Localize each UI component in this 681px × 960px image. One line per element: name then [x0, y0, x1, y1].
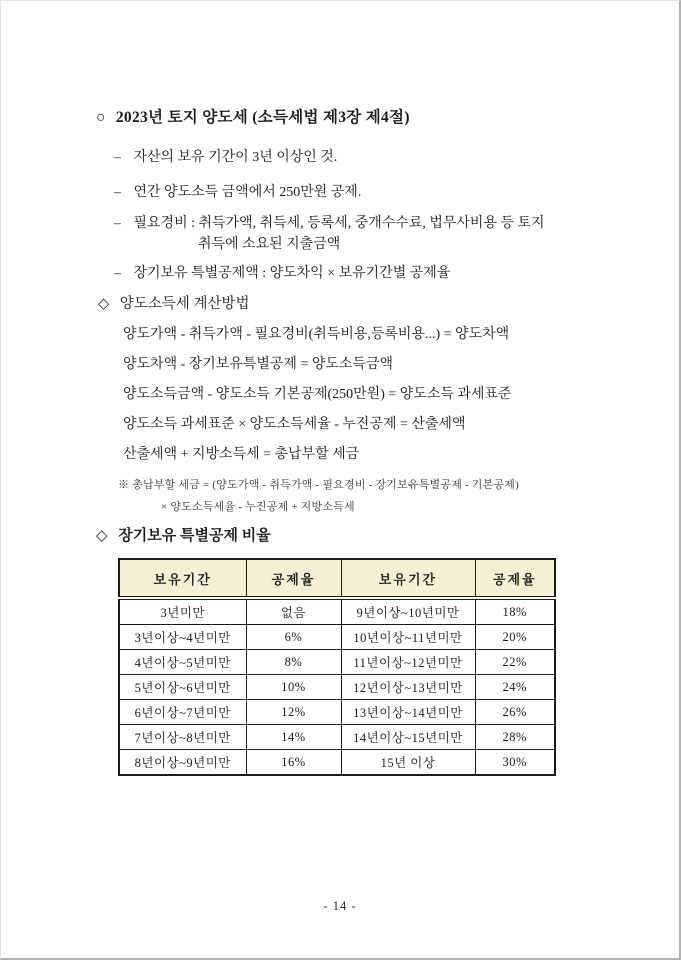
table-cell: 3년이상~4년미만 — [119, 625, 246, 650]
table-row — [119, 700, 555, 725]
table-cell: 30% — [475, 750, 555, 776]
table-cell: 11년이상~12년미만 — [341, 650, 475, 675]
table-cell: 9년이상~10년미만 — [341, 598, 475, 625]
formula-line: 양도소득 과세표준 × 양도소득세율 - 누진공제 = 산출세액 — [123, 416, 466, 432]
dash-bullet-icon: – — [114, 215, 121, 231]
table-cell: 7년이상~8년미만 — [119, 725, 246, 750]
bullet-item-necessary-expenses-cont: 취득에 소요된 지출금액 — [198, 236, 341, 252]
table-cell: 8년이상~9년미만 — [119, 750, 246, 776]
formula-line: 양도가액 - 취득가액 - 필요경비(취득비용,등록비용...) = 양도차액 — [123, 327, 510, 343]
dash-bullet-icon: – — [114, 150, 121, 165]
dash-bullet-icon: – — [114, 184, 121, 200]
bullet-item-necessary-expenses — [114, 215, 639, 234]
table-header-cell: 공제율 — [475, 559, 555, 598]
table-row — [119, 750, 555, 776]
table-cell: 6년이상~7년미만 — [119, 700, 246, 725]
bullet-item-longterm-deduction — [114, 265, 639, 284]
circle-bullet-icon: ○ — [96, 109, 106, 126]
table-cell: 6% — [246, 625, 341, 650]
bullet-item-holding-period — [114, 149, 639, 168]
section-heading-deduction-table — [96, 526, 639, 546]
table-cell: 4년이상~5년미만 — [119, 650, 246, 675]
page-number: - 14 - — [323, 899, 357, 913]
table-row — [119, 625, 555, 650]
table-cell: 14% — [246, 725, 341, 750]
bullet-text: 장기보유 특별공제액 : 양도차익 × 보유기간별 공제율 — [133, 265, 451, 281]
section-heading-text: 양도소득세 계산방법 — [119, 296, 250, 313]
table-cell: 20% — [475, 625, 555, 650]
diamond-bullet-icon: ◇ — [98, 296, 110, 313]
bullet-text: 자산의 보유 기간이 3년 이상인 것. — [133, 150, 338, 165]
table-cell: 13년이상~14년미만 — [341, 700, 475, 725]
table-cell: 14년이상~15년미만 — [341, 725, 475, 750]
section-heading-calculation — [98, 295, 639, 315]
table-row — [119, 675, 555, 700]
table-header-cell: 공제율 — [246, 559, 341, 598]
table-cell: 28% — [475, 725, 555, 750]
table-cell: 5년이상~6년미만 — [119, 675, 246, 700]
bullet-text: 필요경비 : 취득가액, 취득세, 등록세, 중개수수료, 법무사비용 등 토지 — [133, 215, 545, 231]
table-cell: 22% — [475, 650, 555, 675]
bullet-text: 연간 양도소득 금액에서 250만원 공제. — [133, 184, 362, 200]
table-cell: 24% — [475, 675, 555, 700]
table-cell: 12% — [246, 700, 341, 725]
table-cell: 26% — [475, 700, 555, 725]
diamond-bullet-icon: ◇ — [96, 528, 108, 545]
table-cell: 18% — [475, 598, 555, 625]
table-header-cell: 보유기간 — [341, 559, 475, 598]
deduction-rate-table — [118, 558, 556, 776]
page-title — [96, 105, 639, 127]
formula-line: 산출세액 + 지방소득세 = 총납부할 세금 — [123, 446, 360, 462]
formula-line: 양도차액 - 장기보유특별공제 = 양도소득금액 — [123, 356, 393, 372]
section-heading-text: 장기보유 특별공제 비율 — [118, 528, 271, 545]
table-cell: 8% — [246, 650, 341, 675]
table-cell: 12년이상~13년미만 — [341, 675, 475, 700]
table-cell: 15년 이상 — [341, 750, 475, 776]
page-content — [1, 1, 679, 776]
dash-bullet-icon: – — [114, 265, 121, 281]
page-title-text: 2023년 토지 양도세 (소득세법 제3장 제4절) — [115, 109, 410, 126]
table-header-cell: 보유기간 — [119, 559, 246, 598]
table-cell: 10% — [246, 675, 341, 700]
bullet-item-annual-deduction — [114, 184, 639, 203]
table-row — [119, 598, 555, 625]
table-row — [119, 650, 555, 675]
formula-line: 양도소득금액 - 양도소득 기본공제(250만원) = 양도소득 과세표준 — [123, 386, 512, 402]
table-cell: 없음 — [246, 598, 341, 625]
table-header-row — [119, 559, 555, 598]
footnote-line-2: × 양도소득세율 - 누진공제 + 지방소득세 — [161, 501, 355, 514]
footnote-line-1: ※ 총납부할 세금 = (양도가액 - 취득가액 - 필요경비 - 장기보유특별공제 - 기본공제) — [118, 479, 519, 492]
table-cell: 10년이상~11년미만 — [341, 625, 475, 650]
table-cell: 16% — [246, 750, 341, 776]
table-cell: 3년미만 — [119, 598, 246, 625]
table-row — [119, 725, 555, 750]
